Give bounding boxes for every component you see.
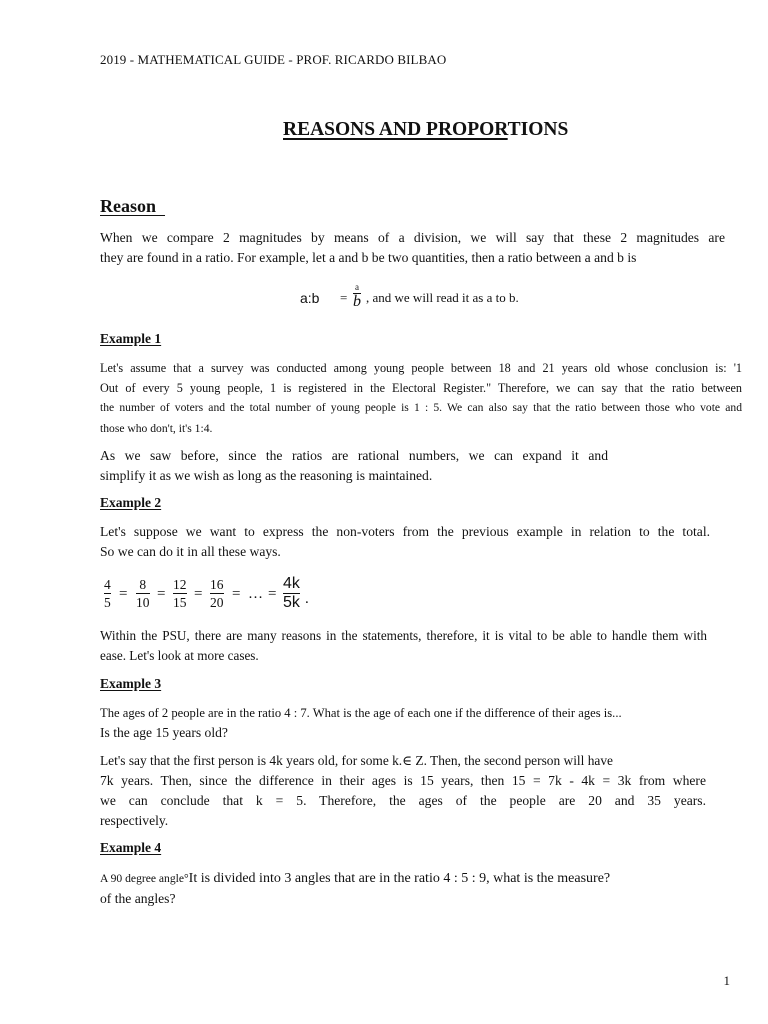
example-3-question bbox=[100, 703, 700, 743]
fraction-bar bbox=[173, 593, 187, 594]
ratio-fraction bbox=[353, 282, 361, 310]
fraction-numerator: 4k bbox=[283, 575, 300, 592]
running-header: 2019 - MATHEMATICAL GUIDE - PROF. RICARDO BILBAO bbox=[100, 52, 447, 67]
example-1-line-2: Out of every 5 young people, 1 is registered in the Electoral Register." Therefore, we can say that the ratio between bbox=[100, 381, 742, 395]
example-3-question-line-2: Is the age 15 years old? bbox=[100, 725, 228, 740]
ratio-numerator: a bbox=[355, 282, 359, 292]
fraction-4-5 bbox=[104, 577, 111, 610]
example-1-text bbox=[100, 358, 742, 439]
example-3-question-line-1: The ages of 2 people are in the ratio 4 : 7. What is the age of each one if the difference of their ages is... bbox=[100, 706, 622, 720]
example-4-line-2: of the angles? bbox=[100, 891, 176, 906]
fraction-denominator: 20 bbox=[210, 595, 224, 610]
fraction-denominator: 5k bbox=[283, 594, 300, 611]
example-3-answer bbox=[100, 751, 706, 831]
example-3-answer-line-1: Let's say that the first person is 4k years old, for some k.∈ Z. Then, the second person will have bbox=[100, 753, 613, 768]
equals-sign: = bbox=[119, 586, 128, 602]
fraction-12-15 bbox=[173, 577, 187, 610]
fraction-denominator: 15 bbox=[173, 595, 187, 610]
equals-sign: = bbox=[268, 586, 277, 602]
example-2-heading: Example 2 bbox=[100, 495, 162, 510]
example-4-lead: A 90 degree angle° bbox=[100, 872, 189, 885]
equals-sign: = bbox=[157, 586, 166, 602]
fraction-8-10 bbox=[136, 577, 150, 610]
expand-line-2: simplify it as we wish as long as the reasoning is maintained. bbox=[100, 468, 433, 483]
fraction-numerator: 16 bbox=[210, 577, 224, 592]
reason-line-1: When we compare 2 magnitudes by means of a division, we will say that these 2 magnitudes are bbox=[100, 230, 725, 245]
fraction-denominator: 10 bbox=[136, 595, 150, 610]
example-4-text bbox=[100, 868, 700, 909]
example-3-answer-line-4: respectively. bbox=[100, 813, 169, 828]
fraction-16-20 bbox=[210, 577, 224, 610]
example-1-line-1: Let's assume that a survey was conducted among young people between 18 and 21 years old whose conclusion is: '1 bbox=[100, 361, 742, 375]
ellipsis: … bbox=[248, 586, 263, 602]
fraction-4k-5k bbox=[283, 575, 300, 612]
expand-paragraph bbox=[100, 446, 608, 486]
reason-line-2: they are found in a ratio. For example, let a and b be two quantities, then a ratio between a and b is bbox=[100, 250, 637, 265]
ratio-equals: = bbox=[340, 290, 348, 305]
example-3-heading: Example 3 bbox=[100, 676, 162, 691]
ratio-lhs: a:b bbox=[300, 290, 320, 306]
fraction-end-mark: . bbox=[305, 591, 309, 607]
example-3-answer-line-2: 7k years. Then, since the difference in their ages is 15 years, then 15 = 7k - 4k = 3k from where bbox=[100, 773, 706, 788]
psu-line-2: ease. Let's look at more cases. bbox=[100, 648, 259, 663]
example-2-text bbox=[100, 522, 710, 562]
ratio-denominator: b bbox=[353, 293, 361, 310]
example-4-line-1-rest: It is divided into 3 angles that are in the ratio 4 : 5 : 9, what is the measure? bbox=[188, 871, 611, 886]
reason-paragraph bbox=[100, 228, 725, 268]
equals-sign: = bbox=[194, 586, 203, 602]
psu-paragraph bbox=[100, 626, 707, 666]
example-4-line-1 bbox=[100, 870, 610, 885]
page-title bbox=[283, 119, 568, 141]
ratio-tail: , and we will read it as a to b. bbox=[366, 290, 519, 305]
page-number: 1 bbox=[723, 973, 730, 988]
example-4-heading: Example 4 bbox=[100, 840, 162, 855]
example-3-answer-line-3: we can conclude that k = 5. Therefore, the ages of the people are 20 and 35 years. bbox=[100, 793, 706, 808]
page-title-underlined: REASONS AND PROPOR bbox=[283, 119, 508, 140]
example-1-line-3: the number of voters and the total number of young people is 1 : 5. We can also say that the ratio between those who vote and bbox=[100, 401, 742, 414]
expand-line-1: As we saw before, since the ratios are rational numbers, we can expand it and bbox=[100, 448, 608, 463]
fraction-numerator: 4 bbox=[104, 577, 111, 592]
page-title-rest: TIONS bbox=[507, 119, 569, 140]
fraction-bar bbox=[136, 593, 150, 594]
equals-sign: = bbox=[232, 586, 241, 602]
fraction-bar bbox=[210, 593, 224, 594]
fraction-numerator: 8 bbox=[139, 577, 147, 592]
fraction-numerator: 12 bbox=[173, 577, 187, 592]
example-1-heading: Example 1 bbox=[100, 331, 162, 346]
fraction-bar bbox=[104, 593, 111, 594]
psu-line-1: Within the PSU, there are many reasons in the statements, therefore, it is vital to be able to handle them with bbox=[100, 628, 707, 643]
example-2-line-1: Let's suppose we want to express the non-voters from the previous example in relation to the total. bbox=[100, 524, 710, 539]
fraction-denominator: 5 bbox=[104, 595, 111, 610]
example-1-line-4: those who don't, it's 1:4. bbox=[100, 422, 213, 435]
section-heading-reason: Reason bbox=[100, 196, 166, 216]
example-2-line-2: So we can do it in all these ways. bbox=[100, 544, 281, 559]
